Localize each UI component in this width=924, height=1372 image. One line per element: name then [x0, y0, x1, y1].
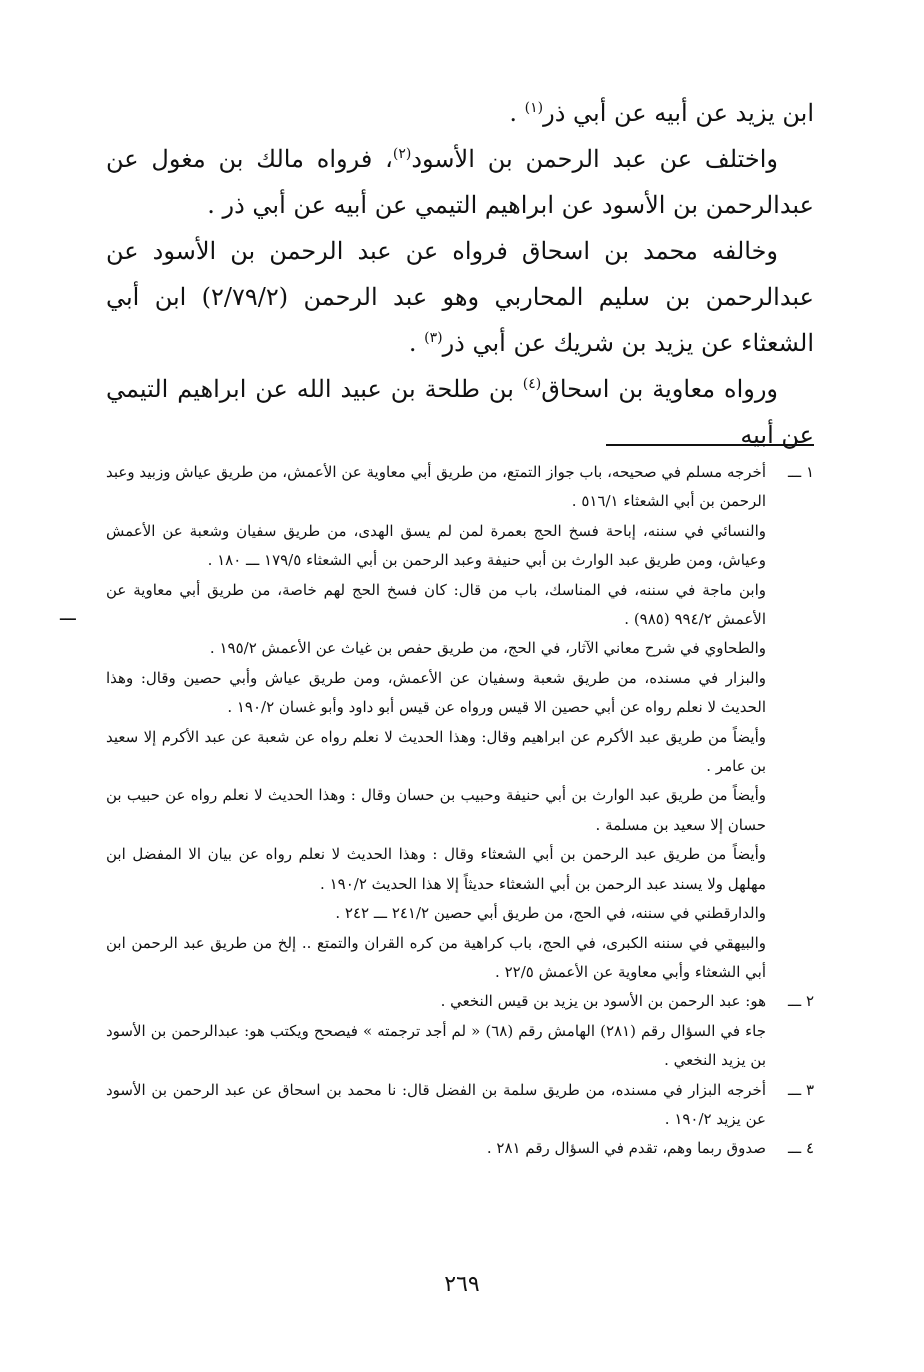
footnote-ref: (٢): [392, 146, 412, 162]
footnote-2: [106, 987, 814, 1075]
footnote-paragraph: جاء في السؤال رقم (٢٨١) الهامش رقم (٦٨) « لم أجد ترجمته » فيصحح ويكتب هو: عبدالرحمن بن الأسود بن يزيد النخعي .: [106, 1021, 767, 1070]
main-paragraph: ورواه معاوية بن اسحاق$^{(٤)}$ بن طلحة بن عبيد الله عن ابراهيم التيمي عن أبيه: [106, 375, 814, 449]
footnote-number: ٣ ـــ: [787, 1080, 814, 1099]
footnote-paragraph: صدوق ربما وهم، تقدم في السؤال رقم ٢٨١ .: [486, 1139, 766, 1158]
footnote-paragraph: والبيهقي في سننه الكبرى، في الحج، باب كراهية من كره القران والتمتع .. إلخ من طريق عبد الرحمن ابن أبي الشعثاء وأبي معاوية عن الأعمش ٢٢/٥ .: [106, 933, 766, 981]
footnotes: [106, 458, 814, 1164]
footnote-ref: (١): [524, 100, 544, 116]
footnote-number: ٢ ـــ: [787, 992, 814, 1011]
main-paragraph: ابن يزيد عن أبيه عن أبي ذر$^{(١)}$ .: [509, 99, 814, 127]
main-paragraph: وخالفه محمد بن اسحاق فرواه عن عبد الرحمن بن الأسود عن عبدالرحمن بن سليم المحاربي وهو عبد الرحمن (٢/٧٩/٢) ابن أبي الشعثاء عن يزيد بن شريك عن أبي ذر$^{(٣)}$ .: [106, 237, 814, 357]
footnote-paragraph: وأيضاً من طريق عبد الوارث بن أبي حنيفة وحبيب بن حسان وقال : وهذا الحديث لا نعلم رواه عن حبيب بن حسان إلا سعيد بن مسلمة .: [106, 786, 766, 834]
footnote-1: [106, 458, 814, 987]
footnote-paragraph: أخرجه البزار في مسنده، من طريق سلمة بن الفضل قال: نا محمد بن اسحاق عن عبد الرحمن بن الأسود عن يزيد ١٩٠/٢ .: [106, 1080, 766, 1128]
footnote-paragraph: هو: عبد الرحمن بن الأسود بن يزيد بن قيس النخعي .: [440, 992, 766, 1011]
footnote-paragraph: وأيضاً من طريق عبد الرحمن بن أبي الشعثاء وقال : وهذا الحديث لا نعلم رواه عن بيان الا المفضل ابن مهلهل ولا يسند عبد الرحمن بن أبي الشعثاء حديثاً إلا هذا الحديث ١٩٠/٢ .: [106, 845, 766, 893]
page-number: ٢٦٩: [444, 1272, 480, 1297]
footnote-paragraph: والطحاوي في شرح معاني الآثار، في الحج، من طريق حفص بن غياث عن الأعمش ١٩٥/٢ .: [209, 639, 766, 658]
footnote-number: ١ ـــ: [787, 463, 814, 481]
footnote-paragraph: وابن ماجة في سننه، في المناسك، باب من قال: كان فسخ الحج لهم خاصة، من طريق أبي معاوية عن الأعمش ٩٩٤/٢ (٩٨٥) .: [106, 580, 766, 629]
footnote-paragraph: والبزار في مسنده، من طريق شعبة وسفيان عن الأعمش، ومن طريق عياش وأبي حصين وقال: وهذا الحديث لا نعلم رواه عن أبي حصين الا قيس ورواه عن قيس أبو داود وأبو غسان ١٩٠/٢ .: [106, 668, 766, 717]
margin-mark: ـــ: [60, 604, 76, 625]
footnote-paragraph: والدارقطني في سننه، في الحج، من طريق أبي حصين ٢٤١/٢ ـــ ٢٤٢ .: [335, 904, 766, 923]
footnote-paragraph: والنسائي في سننه، إباحة فسخ الحج بعمرة لمن لم يسق الهدى، من طريق سفيان وشعبة عن الأعمش وعياش، ومن طريق عبد الوارث بن أبي حنيفة وعبد الرحمن بن أبي الشعثاء ١٧٩/٥ ـــ ١٨٠ .: [106, 521, 766, 570]
main-paragraph: واختلف عن عبد الرحمن بن الأسود$^{(٢)}$، فرواه مالك بن مغول عن عبدالرحمن بن الأسود عن ابراهيم التيمي عن أبيه عن أبي ذر .: [106, 145, 814, 219]
footnote-number: ٤ ـــ: [787, 1139, 814, 1158]
footnote-separator: [606, 444, 814, 446]
footnote-paragraph: أخرجه مسلم في صحيحه، باب جواز التمتع، من طريق أبي معاوية عن الأعمش، من طريق عياش وزبيد وعبد الرحمن بن أبي الشعثاء ٥١٦/١ .: [106, 463, 767, 511]
footnote-3: [106, 1076, 814, 1135]
main-text: [106, 90, 814, 458]
footnote-paragraph: وأيضاً من طريق عبد الأكرم عن ابراهيم وقال: وهذا الحديث لا نعلم رواه عن شعبة عن عبد الأكرم إلا سعيد بن عامر .: [106, 727, 766, 776]
footnote-ref: (٣): [424, 330, 443, 346]
footnote-ref: (٤): [522, 376, 542, 392]
footnote-4: [106, 1134, 814, 1163]
